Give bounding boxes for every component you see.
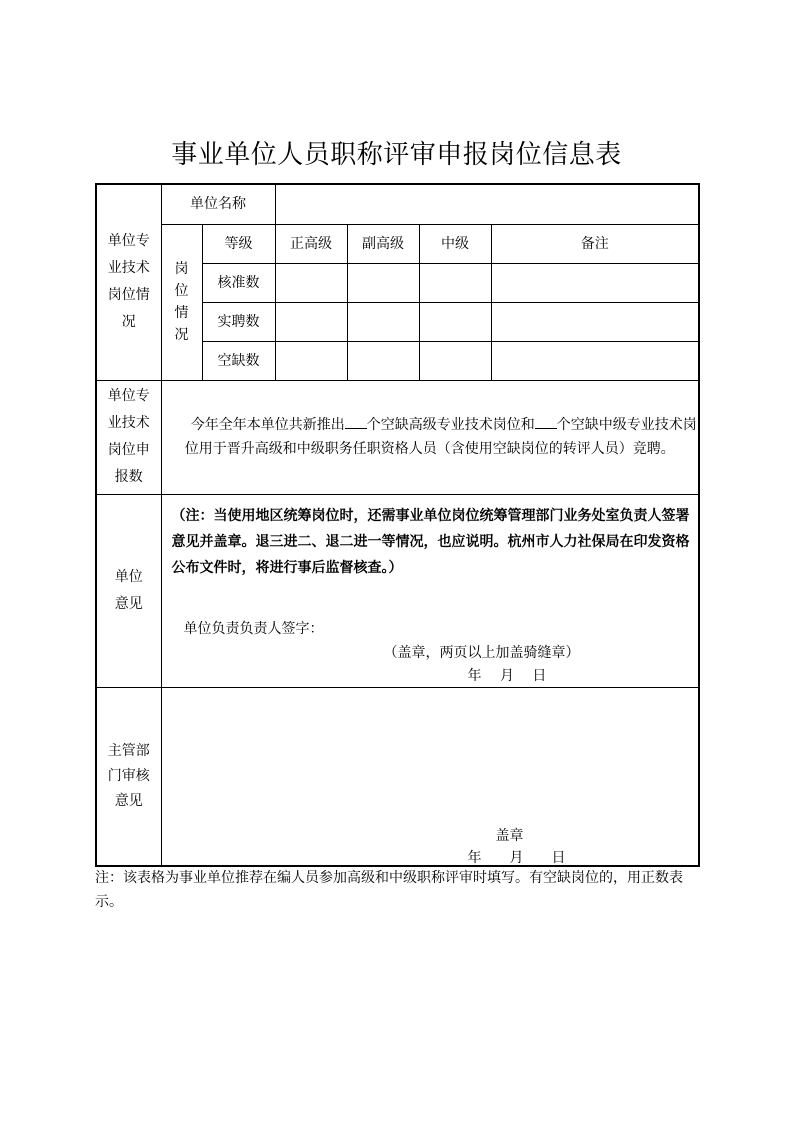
- unit-opinion-note: （注：当使用地区统筹岗位时，还需事业单位岗位统筹管理部门业务处室负责人签署意见并盖章。退三进二、退二进一等情况，也应说明。杭州市人力社保局在印发资格公布文件时，将进行事后监督核查。）: [171, 507, 690, 576]
- hired-vice-senior-cell[interactable]: [347, 302, 419, 341]
- approved-intermediate-cell[interactable]: [419, 263, 491, 302]
- vice-senior-header: 副高级: [347, 224, 419, 263]
- approved-remarks-cell[interactable]: [491, 263, 699, 302]
- vacancy-intermediate-cell[interactable]: [419, 341, 491, 380]
- unit-date-label: 年 月 日: [467, 667, 547, 684]
- hired-remarks-cell[interactable]: [491, 302, 699, 341]
- unit-seal-label: （盖章，两页以上加盖骑缝章）: [383, 644, 580, 661]
- approved-vice-senior-cell[interactable]: [347, 263, 419, 302]
- unit-opinion-cell[interactable]: [161, 494, 699, 687]
- info-form-table: [95, 183, 700, 867]
- supervisor-opinion-cell[interactable]: [161, 687, 699, 866]
- vacancy-senior-cell[interactable]: [275, 341, 347, 380]
- section2-label: 单位专业技术岗位申报数: [96, 380, 161, 494]
- vacancy-count-label: 空缺数: [202, 341, 275, 380]
- page-title: 事业单位人员职称评审申报岗位信息表: [171, 140, 622, 170]
- post-situation-label: 岗位情况: [161, 224, 202, 380]
- footer-note: 注：该表格为事业单位推荐在编人员参加高级和中级职称评审时填写。有空缺岗位的，用正数表示。: [95, 870, 683, 910]
- hired-senior-cell[interactable]: [275, 302, 347, 341]
- approved-senior-cell[interactable]: [275, 263, 347, 302]
- grade-header: 等级: [202, 224, 275, 263]
- section4-label: 主管部门审核意见: [96, 687, 161, 866]
- vacancy-vice-senior-cell[interactable]: [347, 341, 419, 380]
- intermediate-header: 中级: [419, 224, 491, 263]
- hired-count-label: 实聘数: [202, 302, 275, 341]
- remarks-header: 备注: [491, 224, 699, 263]
- unit-leader-signature-label: 单位负责负责人签字：: [183, 620, 324, 637]
- supervisor-date-label: 年 月 日: [467, 849, 566, 866]
- supervisor-seal-label: 盖章: [495, 827, 524, 844]
- section1-label: 单位专业技术岗位情况: [96, 184, 161, 380]
- declaration-text[interactable]: 今年全年本单位共新推出 个空缺高级专业技术岗位和 个空缺中级专业技术岗位用于晋升高级和中级职务任职资格人员（含使用空缺岗位的转评人员）竞聘。: [161, 380, 699, 494]
- vacancy-remarks-cell[interactable]: [491, 341, 699, 380]
- unit-name-label: 单位名称: [161, 184, 275, 224]
- senior-count-blank[interactable]: [345, 414, 367, 429]
- hired-intermediate-cell[interactable]: [419, 302, 491, 341]
- senior-header: 正高级: [275, 224, 347, 263]
- approved-count-label: 核准数: [202, 263, 275, 302]
- section3-label: 单位意见: [96, 494, 161, 687]
- intermediate-count-blank[interactable]: [535, 414, 557, 429]
- unit-name-field[interactable]: [275, 184, 699, 224]
